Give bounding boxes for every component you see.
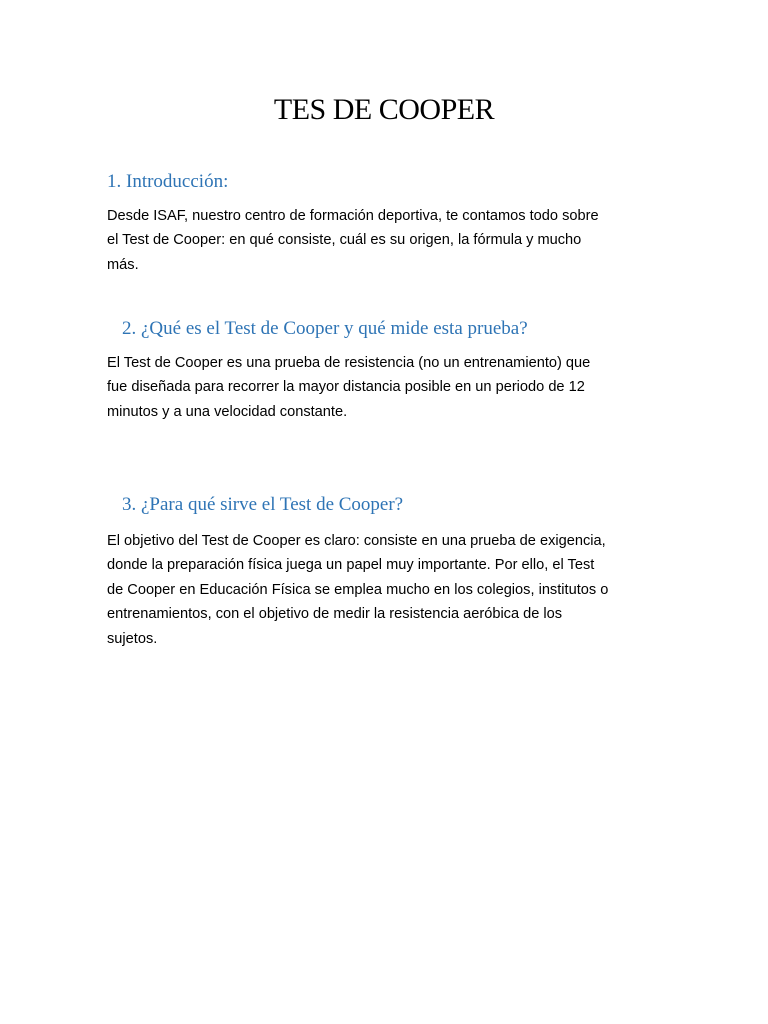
paragraph-line: más. (107, 256, 139, 273)
section-paragraph-para-que-sirve (107, 529, 647, 651)
paragraph-line: entrenamientos, con el objetivo de medir la resistencia aeróbica de los (107, 606, 563, 623)
paragraph-line: Desde ISAF, nuestro centro de formación deportiva, te contamos todo sobre (107, 208, 599, 224)
section-heading-que-es: 2. ¿Qué es el Test de Cooper y qué mide esta prueba? (122, 318, 528, 339)
paragraph-line: minutos y a una velocidad constante. (107, 403, 348, 420)
document-title: TES DE COOPER (273, 93, 495, 126)
paragraph-line: sujetos. (107, 630, 158, 647)
paragraph-line: donde la preparación física juega un papel muy importante. Por ello, el Test (107, 557, 595, 574)
section-heading-para-que-sirve: 3. ¿Para qué sirve el Test de Cooper? (122, 494, 404, 515)
paragraph-line: el Test de Cooper: en qué consiste, cuál es su origen, la fórmula y mucho (107, 232, 582, 249)
section-heading-introduccion: 1. Introducción: (107, 171, 229, 192)
paragraph-line: El objetivo del Test de Cooper es claro: consiste en una prueba de exigencia, (107, 533, 606, 549)
section-paragraph-introduccion (107, 204, 647, 277)
paragraph-line: fue diseñada para recorrer la mayor distancia posible en un periodo de 12 (107, 379, 585, 396)
paragraph-line: El Test de Cooper es una prueba de resistencia (no un entrenamiento) que (107, 355, 591, 371)
paragraph-line: de Cooper en Educación Física se emplea mucho en los colegios, institutos o (107, 581, 609, 598)
section-paragraph-que-es (107, 351, 647, 424)
